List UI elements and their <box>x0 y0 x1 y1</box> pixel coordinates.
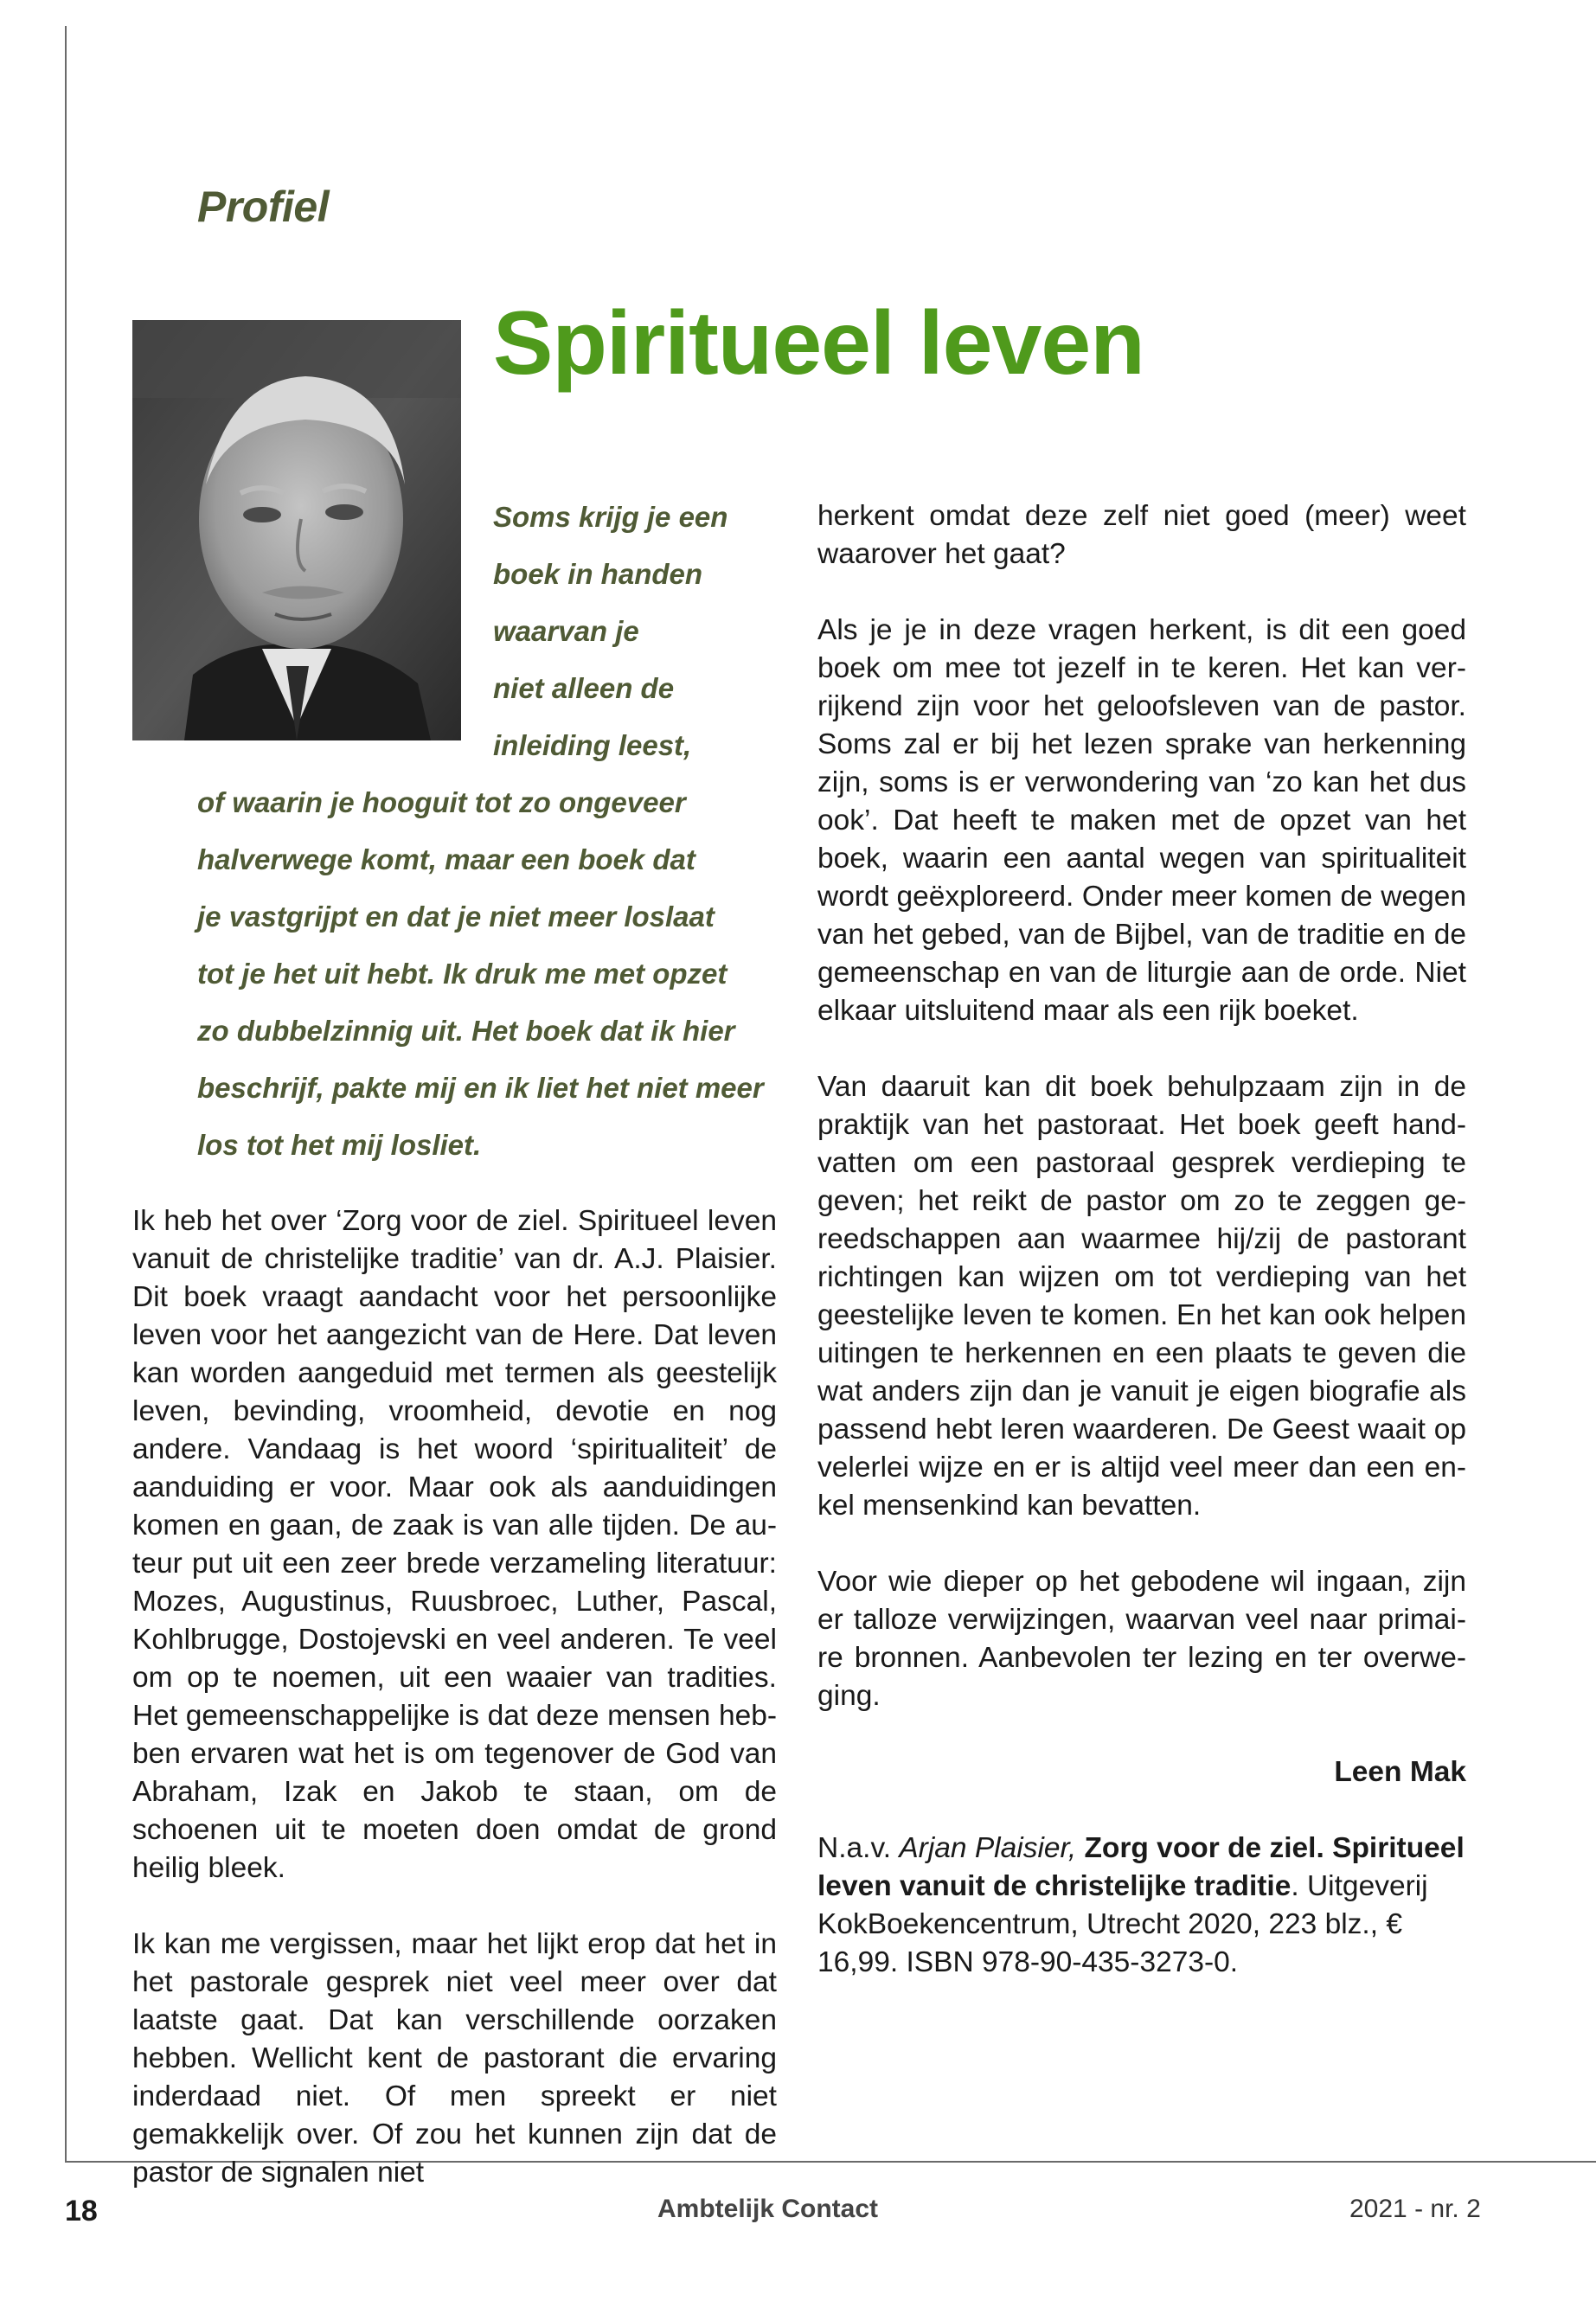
reference-prefix: N.a.v. <box>817 1832 892 1864</box>
intro-text-below-photo <box>197 774 764 1174</box>
body-paragraph: Als je je in deze vragen herkent, is dit een goed boek om mee tot jezelf in te keren. Het kan verrijkend zijn voor het geloofsleven van de pastor. Soms zal er bij het lezen sprake van herkenning zijn, soms is er verwondering van ‘zo kan het dus ook’. Dat heeft te maken met de opzet van het boek, waarin een aantal wegen van spiritualiteit wordt geëxploreerd. Onder meer komen de wegen van het gebed, van de Bijbel, van de traditie en de gemeenschap en van de liturgie aan de orde. Niet elkaar uitsluitend maar als een rijk boeket. <box>817 614 1466 1027</box>
intro-line: los tot het mij losliet. <box>197 1129 482 1161</box>
body-paragraph: herkent omdat deze zelf niet goed (meer) weet waarover het gaat? <box>817 500 1466 570</box>
body-paragraph: Ik kan me vergissen, maar het lijkt erop dat het in het pastorale gesprek niet veel meer over dat laatste gaat. Dat kan verschillende oorzaken hebben. Wellicht kent de pastorant die ervaring inderdaad niet. Of men spreekt er niet gemakkelijk over. Of zou het kunnen zijn dat de pastor de signalen niet <box>132 1928 777 2189</box>
page-title: Spiritueel leven <box>493 293 1144 394</box>
page-number: 18 <box>65 2195 98 2227</box>
body-column-left <box>132 1202 777 2230</box>
reference-details: . Uitgeverij KokBoekencentrum, Utrecht 2020, 223 blz., € 16,99. ISBN 978-90-435-3273-0. <box>817 1870 1428 1978</box>
author-portrait-photo <box>132 320 461 740</box>
intro-line: je vastgrijpt en dat je niet meer loslaat <box>197 901 715 933</box>
book-reference <box>817 1830 1466 1982</box>
intro-line: Soms krijg je een <box>493 501 728 533</box>
intro-line: inleiding leest, <box>493 729 692 761</box>
intro-line: waarvan je <box>493 615 639 647</box>
intro-line: zo dubbelzinnig uit. Het boek dat ik hier <box>197 1015 735 1047</box>
section-label: Profiel <box>197 183 330 231</box>
intro-line: halverwege komt, maar een boek dat <box>197 843 695 875</box>
body-column-right <box>817 497 1466 2020</box>
intro-text-beside-photo <box>493 489 727 774</box>
intro-line: tot je het uit hebt. Ik druk me met opzet <box>197 958 727 990</box>
reference-book-title: Zorg voor de ziel. Spiritueel leven vanuit de christelijke traditie <box>817 1832 1465 1902</box>
intro-line: niet alleen de <box>493 672 675 704</box>
body-paragraph: Van daaruit kan dit boek behulpzaam zijn in de praktijk van het pastoraat. Het boek geeft handvatten om een pastoraal gesprek verdieping te geven; het reikt de pastor om zo te zeggen gereedschappen aan waarmee hij/zij de pastorant richtingen kan wijzen om tot verdieping van het geestelijke leven te komen. En het kan ook helpen uitingen te herkennen en een plaats te geven die wat anders zijn dan je vanuit je eigen biografie als passend hebt leren waarderen. De Geest waait op velerlei wijze en er is altijd veel meer dan een enkel mensenkind kan bevatten. <box>817 1071 1466 1522</box>
intro-line: beschrijf, pakte mij en ik liet het niet meer <box>197 1072 764 1104</box>
author-name: Leen Mak <box>1334 1756 1466 1788</box>
body-paragraph: Ik heb het over ‘Zorg voor de ziel. Spiritueel leven vanuit de christelijke traditie’ van dr. A.J. Plaisier. Dit boek vraagt aandacht voor het persoonlijke leven voor het aangezicht van de Here. Dat leven kan worden aangeduid met termen als geestelijk leven, bevinding, vroomheid, devotie en nog andere. Vandaag is het woord ‘spiritualiteit’ de aanduiding er voor. Maar ook als aanduidingen komen en gaan, de zaak is van alle tijden. De auteur put uit een zeer brede verzameling literatuur: Mozes, Augustinus, Ruusbroec, Luther, Pascal, Kohlbrugge, Dostojevski en veel anderen. Te veel om op te noemen, uit een waaier van tradities. Het gemeenschappelijke is dat deze mensen hebben ervaren wat het is om tegenover de God van Abraham, Izak en Jakob te staan, om de schoenen uit te moeten doen omdat de grond heilig bleek. <box>132 1205 777 1884</box>
body-paragraph: Voor wie dieper op het gebodene wil ingaan, zijn er talloze verwijzingen, waarvan veel naar primaire bronnen. Aanbevolen ter lezing en ter overweging. <box>817 1566 1466 1712</box>
intro-line: of waarin je hooguit tot zo ongeveer <box>197 786 686 818</box>
page-margin-rule-vertical <box>65 26 67 2163</box>
reference-book-author: Arjan Plaisier, <box>899 1832 1077 1864</box>
journal-name: Ambtelijk Contact <box>657 2195 879 2223</box>
issue-number: 2021 - nr. 2 <box>1349 2195 1481 2223</box>
intro-line: boek in handen <box>493 558 703 590</box>
